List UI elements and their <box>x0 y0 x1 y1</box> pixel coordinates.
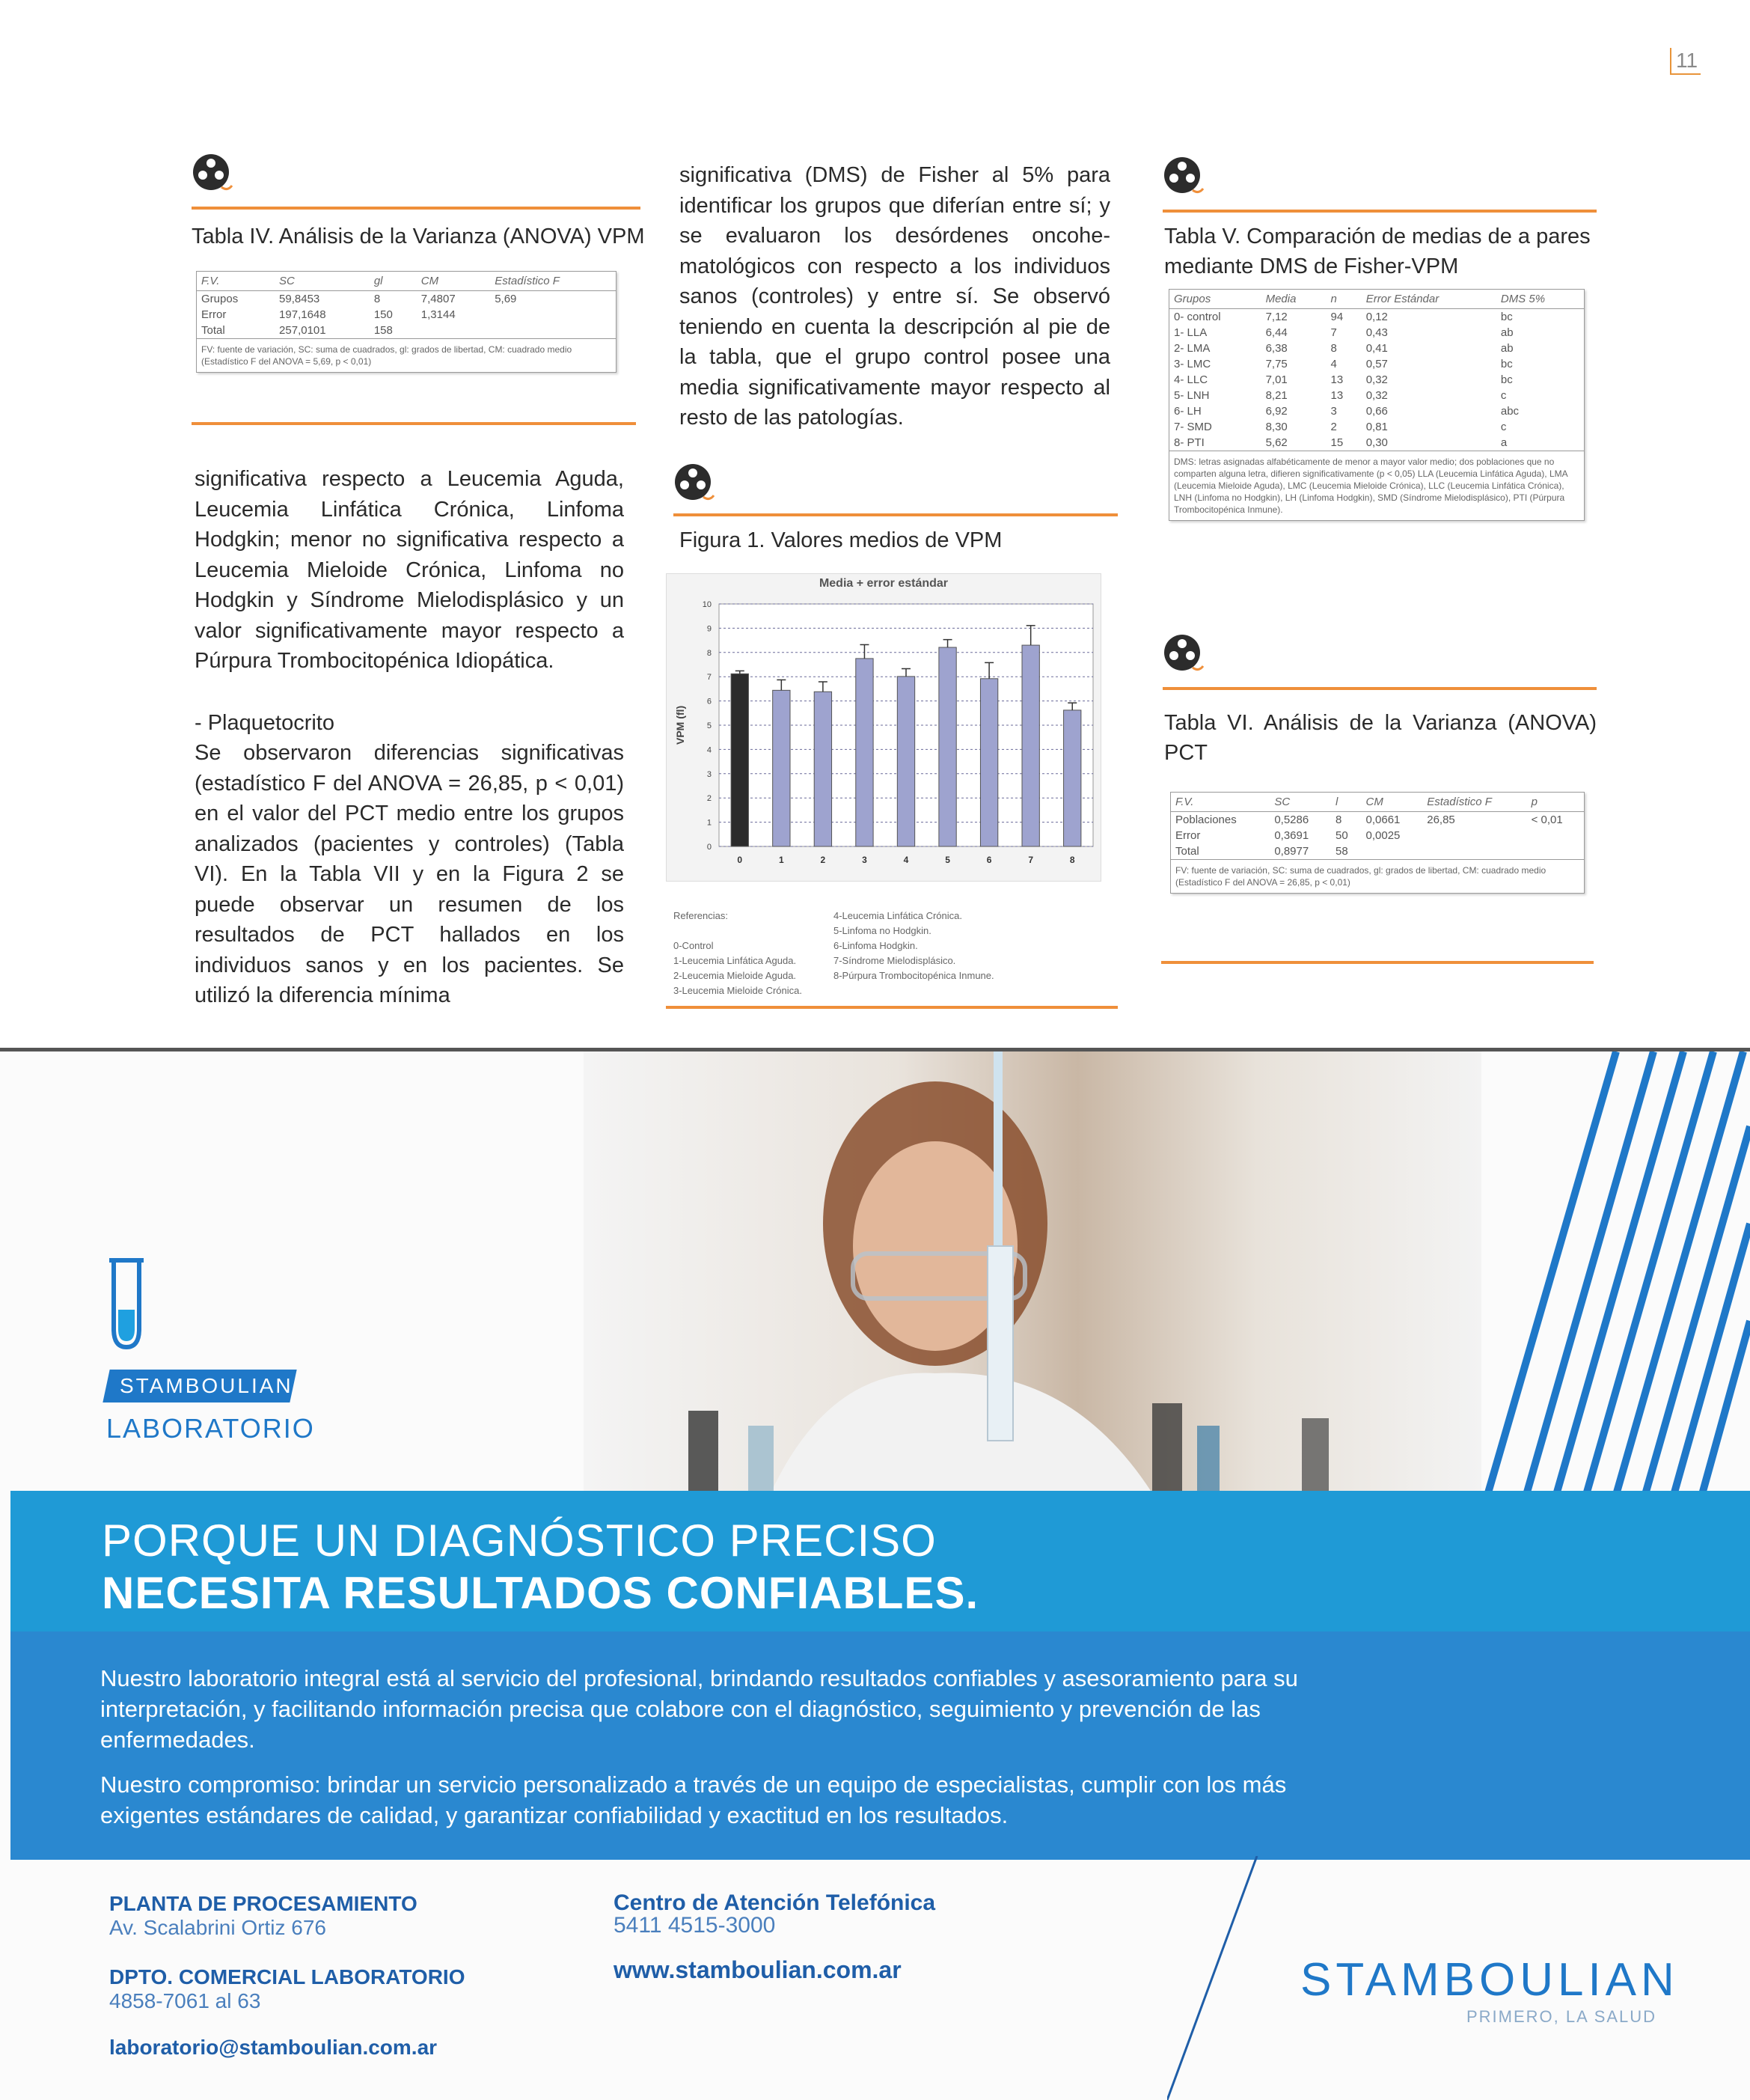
table-cell: < 0,01 <box>1531 814 1563 826</box>
table-cell: ab <box>1500 342 1514 355</box>
table4 <box>196 271 617 373</box>
table-cell: 0,32 <box>1365 373 1388 386</box>
reference-item: 1-Leucemia Linfática Aguda. <box>673 955 797 966</box>
figure1-references-title: Referencias: <box>673 910 728 921</box>
table-cell: 0,30 <box>1365 436 1388 449</box>
table4-note: FV: fuente de variación, SC: suma de cuadrados, gl: grados de libertad, CM: cuadrado medio (Estadístico F del ANOVA = 5,69, p < 0,01) <box>197 338 616 372</box>
table-cell: 8 <box>373 293 381 305</box>
table-row <box>1169 403 1584 419</box>
table-cell: 13 <box>1330 389 1344 402</box>
table-cell: 58 <box>1336 845 1348 858</box>
table-cell: 7,01 <box>1265 373 1288 386</box>
logo-subtitle: LABORATORIO <box>106 1413 315 1444</box>
table-cell: Total <box>1175 845 1199 858</box>
table-cell: abc <box>1500 405 1520 418</box>
chart-svg <box>667 574 1101 881</box>
table-cell: 2- LMA <box>1174 342 1211 355</box>
table-cell: 6- LH <box>1174 405 1202 418</box>
body-paragraph: Se observaron diferencias significativas (estadístico F del ANOVA = 26,85, p < 0,01) en el valor del PCT medio entre los grupos analizados (pacientes y controles) (Tabla VI). En la Tabla VII y en la Figura 2 se puede observar un resumen de los resultados de PCT hallados en los individuos sanos y en los pacientes. Se utilizó la diferencia mínima <box>195 741 624 1007</box>
table-cell: 0,32 <box>1365 389 1388 402</box>
table-cell: 4- LLC <box>1174 373 1208 386</box>
table-cell: 0,12 <box>1365 311 1388 323</box>
planta-address: Av. Scalabrini Ortiz 676 <box>109 1916 326 1939</box>
table-cell: 4 <box>1330 358 1337 370</box>
table-cell: 7,75 <box>1265 358 1288 370</box>
column-header: l <box>1331 793 1361 812</box>
table-cell: 15 <box>1330 436 1344 449</box>
table-cell: 0,5286 <box>1274 814 1309 826</box>
column-header: Estadístico F <box>1422 793 1526 812</box>
scientist-illustration <box>584 1051 1481 1493</box>
table-cell: 5- LNH <box>1174 389 1210 402</box>
figure1-references-right <box>833 909 994 983</box>
x-tick-label: 3 <box>862 855 867 865</box>
table-cell: ab <box>1500 326 1514 339</box>
film-reel-icon <box>192 153 233 195</box>
table-cell: 8 <box>1336 814 1342 826</box>
orange-rule <box>666 1006 1118 1009</box>
ad-paragraph-2: Nuestro compromiso: brindar un servicio personalizado a través de un equipo de especialistas, cumplir con los más exigentes estándares de calidad, y garantizar confiabilidad y exactitud en los resultados. <box>100 1771 1287 1828</box>
reference-item: 4-Leucemia Linfática Crónica. <box>833 910 962 921</box>
centro-phone: 5411 4515-3000 <box>614 1913 776 1938</box>
table-row <box>1169 372 1584 388</box>
bar <box>814 692 831 846</box>
column-header: DMS 5% <box>1496 290 1584 309</box>
table-cell: 50 <box>1336 829 1348 842</box>
x-tick-label: 0 <box>737 855 743 865</box>
y-tick-label: 4 <box>706 745 712 755</box>
figure1-chart <box>666 573 1101 882</box>
y-tick-label: 9 <box>706 624 712 634</box>
table-cell: 8 <box>1330 342 1337 355</box>
planta-title: PLANTA DE PROCESAMIENTO <box>109 1892 417 1915</box>
chart-ylabel: VPM (fl) <box>674 705 686 745</box>
bar <box>897 677 914 846</box>
y-tick-label: 0 <box>706 843 712 852</box>
body-paragraph: significativa (DMS) de Fisher al 5% para identificar los grupos que diferían entre sí; y se evaluaron los desórdenes oncohe-matológicos con respecto a los individuos sanos (controles) y entre sí. Se observó teniendo en cuenta la descripción al pie de la tabla, que el grupo control posee una media significativamente mayor respecto al resto de las patologías. <box>679 163 1110 430</box>
table-cell: Poblaciones <box>1175 814 1237 826</box>
table-cell: 257,0101 <box>279 324 326 337</box>
orange-rule <box>673 513 1118 516</box>
ad-headline-1: PORQUE UN DIAGNÓSTICO PRECISO <box>102 1516 937 1566</box>
column-header: Estadístico F <box>490 272 616 291</box>
orange-rule <box>192 207 640 210</box>
table-cell: bc <box>1500 358 1513 370</box>
table-cell: 0,81 <box>1365 421 1388 433</box>
table-cell: 0,57 <box>1365 358 1388 370</box>
table-row <box>1171 812 1584 828</box>
table-cell: 8,21 <box>1265 389 1288 402</box>
test-tube-logo-icon <box>106 1257 147 1352</box>
x-tick-label: 2 <box>820 855 826 865</box>
table-cell: 26,85 <box>1427 814 1455 826</box>
column-header: SC <box>275 272 370 291</box>
column-header: p <box>1527 793 1584 812</box>
body-paragraph: significativa respecto a Leucemia Aguda, Leucemia Linfática Crónica, Linfoma Hodgkin; menor no significativa respecto a Leucemia Mieloide Crónica, Linfoma no Hodgkin y Síndrome Mielodisplásico y un valor significativamente mayor respecto a Púrpura Trombocitopénica Idiopática. <box>195 467 624 673</box>
column-header: Grupos <box>1169 290 1261 309</box>
table-cell: 158 <box>373 324 393 337</box>
table-row <box>1169 309 1584 326</box>
table-row <box>1169 435 1584 451</box>
table-cell: Error <box>1175 829 1201 842</box>
table6-caption: Tabla VI. Análisis de la Varianza (ANOVA) PCT <box>1164 711 1597 765</box>
table-cell: 6,44 <box>1265 326 1288 339</box>
table-cell: 7,4807 <box>420 293 456 305</box>
table-cell <box>490 323 616 338</box>
table-cell: 0- control <box>1174 311 1221 323</box>
table-row <box>1169 325 1584 341</box>
website-link[interactable]: www.stamboulian.com.ar <box>614 1956 902 1983</box>
column-header: Media <box>1261 290 1327 309</box>
table-cell <box>1422 828 1526 843</box>
column-header: Error Estándar <box>1362 290 1496 309</box>
column-header: n <box>1327 290 1362 309</box>
brand-tagline: PRIMERO, LA SALUD <box>1466 2007 1657 2026</box>
table-row <box>1169 388 1584 403</box>
orange-rule <box>192 422 636 425</box>
table-cell: c <box>1500 421 1507 433</box>
table-cell: 59,8453 <box>279 293 320 305</box>
table-cell: 0,0661 <box>1365 814 1401 826</box>
reference-item: 3-Leucemia Mieloide Crónica. <box>673 985 802 996</box>
table-cell: 94 <box>1330 311 1344 323</box>
comercial-title: DPTO. COMERCIAL LABORATORIO <box>109 1965 465 1988</box>
table-cell: 1- LLA <box>1174 326 1208 339</box>
centro-title: Centro de Atención Telefónica <box>614 1890 936 1915</box>
y-tick-label: 7 <box>706 673 712 683</box>
ad-headline-2: NECESITA RESULTADOS CONFIABLES. <box>102 1568 979 1618</box>
table6 <box>1170 792 1585 894</box>
x-tick-label: 4 <box>903 855 909 865</box>
table-cell: bc <box>1500 311 1513 323</box>
section-heading: - Plaquetocrito <box>195 711 334 735</box>
table-cell: 7- SMD <box>1174 421 1212 433</box>
table-cell <box>1527 843 1584 859</box>
y-tick-label: 10 <box>702 600 712 609</box>
x-tick-label: 5 <box>945 855 950 865</box>
email-link[interactable]: laboratorio@stamboulian.com.ar <box>109 2036 438 2059</box>
page-number: 11 <box>1670 48 1701 75</box>
reference-item: 8-Púrpura Trombocitopénica Inmune. <box>833 970 994 981</box>
table-cell: 7,12 <box>1265 311 1288 323</box>
table-cell: bc <box>1500 373 1513 386</box>
table-header-row <box>197 272 616 291</box>
table-cell: 6,92 <box>1265 405 1288 418</box>
ad-paragraph-1: Nuestro laboratorio integral está al servicio del profesional, brindando resultados confiables y asesoramiento para su interpretación, y facilitando información precisa que colabore con el diagnóstico, seguimiento y prevención de las enfermedades. <box>100 1665 1298 1753</box>
table-row <box>1169 419 1584 435</box>
table-cell: 0,3691 <box>1274 829 1309 842</box>
table-cell: 5,69 <box>495 293 517 305</box>
table-row <box>197 291 616 308</box>
comercial-phone: 4858-7061 al 63 <box>109 1989 261 2012</box>
y-tick-label: 5 <box>706 721 712 730</box>
film-reel-icon <box>1163 156 1205 198</box>
table-cell: Error <box>201 308 227 321</box>
table-cell: 5,62 <box>1265 436 1288 449</box>
bar <box>856 659 873 846</box>
film-reel-icon <box>1163 633 1205 675</box>
table4-caption: Tabla IV. Análisis de la Varianza (ANOVA) VPM <box>192 225 645 248</box>
table-cell: 0,41 <box>1365 342 1388 355</box>
table-cell: 197,1648 <box>279 308 326 321</box>
x-tick-label: 6 <box>986 855 992 865</box>
orange-rule <box>1161 961 1594 964</box>
reference-item: 7-Síndrome Mielodisplásico. <box>833 955 956 966</box>
table-cell: 3- LMC <box>1174 358 1211 370</box>
table-cell <box>1527 828 1584 843</box>
y-tick-label: 6 <box>706 697 712 706</box>
table-row <box>1169 341 1584 356</box>
x-tick-label: 1 <box>778 855 784 865</box>
divider-line <box>1167 1856 1272 2100</box>
table-cell: Grupos <box>201 293 239 305</box>
table-row <box>1171 828 1584 843</box>
table5 <box>1169 289 1585 521</box>
table-cell <box>490 307 616 323</box>
reference-item: 2-Leucemia Mieloide Aguda. <box>673 970 797 981</box>
table-header-row <box>1169 290 1584 309</box>
column-header: gl <box>370 272 417 291</box>
table-cell: 6,38 <box>1265 342 1288 355</box>
figure1-references-left <box>673 938 802 998</box>
y-tick-label: 1 <box>706 818 712 828</box>
table-cell: Total <box>201 324 225 337</box>
table-cell: 13 <box>1330 373 1344 386</box>
table-row <box>197 323 616 338</box>
reference-item: 5-Linfoma no Hodgkin. <box>833 925 931 936</box>
table-row <box>1169 356 1584 372</box>
bar <box>980 679 997 846</box>
table5-caption: Tabla V. Comparación de medias de a pares mediante DMS de Fisher-VPM <box>1164 225 1591 278</box>
logo-box-text: STAMBOULIAN <box>120 1374 293 1397</box>
brand-name: STAMBOULIAN <box>1300 1954 1679 2006</box>
table-cell <box>1362 843 1423 859</box>
y-tick-label: 2 <box>706 794 712 804</box>
film-reel-icon <box>673 463 715 504</box>
table-cell: 8,30 <box>1265 421 1288 433</box>
x-tick-label: 7 <box>1028 855 1034 865</box>
column-header: F.V. <box>197 272 275 291</box>
table-cell: 2 <box>1330 421 1337 433</box>
bar <box>773 690 790 846</box>
table-cell: a <box>1500 436 1508 449</box>
table-cell: 0,8977 <box>1274 845 1309 858</box>
table-cell: c <box>1500 389 1507 402</box>
table-cell: 0,66 <box>1365 405 1388 418</box>
table-cell: 1,3144 <box>420 308 456 321</box>
table5-note: DMS: letras asignadas alfabéticamente de menor a mayor valor medio; dos poblaciones que no comparten alguna letra, difieren significativamente (p < 0,05) LLA (Leucemia Linfática Aguda), LMA (Leucemia Mieloide Aguda), LMC (Leucemia Mieloide Crónica), LLC (Leucemia Linfática Crónica), LNH (Linfoma no Hodgkin), LH (Linfoma Hodgkin), SMD (Síndrome Mielodisplásico), PTI (Púrpura Trombocitopénica Inmune). <box>1169 451 1584 520</box>
column-header: F.V. <box>1171 793 1270 812</box>
orange-rule <box>1163 210 1597 213</box>
table-row <box>1171 843 1584 859</box>
bar <box>1064 710 1081 846</box>
x-tick-label: 8 <box>1069 855 1075 865</box>
table-cell: 7 <box>1330 326 1337 339</box>
bar <box>731 674 748 846</box>
y-tick-label: 3 <box>706 769 712 779</box>
table6-note: FV: fuente de variación, SC: suma de cuadrados, gl: grados de libertad, CM: cuadrado medio (Estadístico F del ANOVA = 26,85, p < 0,01) <box>1171 859 1584 893</box>
table-cell <box>1422 843 1526 859</box>
orange-rule <box>1163 687 1597 690</box>
table-cell: 3 <box>1330 405 1337 418</box>
column-header: CM <box>417 272 490 291</box>
bar <box>1022 645 1039 846</box>
reference-item: 6-Linfoma Hodgkin. <box>833 940 918 951</box>
table-cell: 0,43 <box>1365 326 1388 339</box>
table-row <box>197 307 616 323</box>
column-header: SC <box>1270 793 1331 812</box>
table-cell <box>417 323 490 338</box>
figure1-caption: Figura 1. Valores medios de VPM <box>679 528 1003 552</box>
lab-photo <box>584 1051 1481 1493</box>
table-cell: 150 <box>373 308 393 321</box>
reference-item: 0-Control <box>673 940 714 951</box>
table-cell: 8- PTI <box>1174 436 1205 449</box>
column-header: CM <box>1362 793 1423 812</box>
y-tick-label: 8 <box>706 648 712 658</box>
table-header-row <box>1171 793 1584 812</box>
table-cell: 0,0025 <box>1365 829 1401 842</box>
bar <box>939 647 956 846</box>
chart-title: Media + error estándar <box>819 577 949 590</box>
